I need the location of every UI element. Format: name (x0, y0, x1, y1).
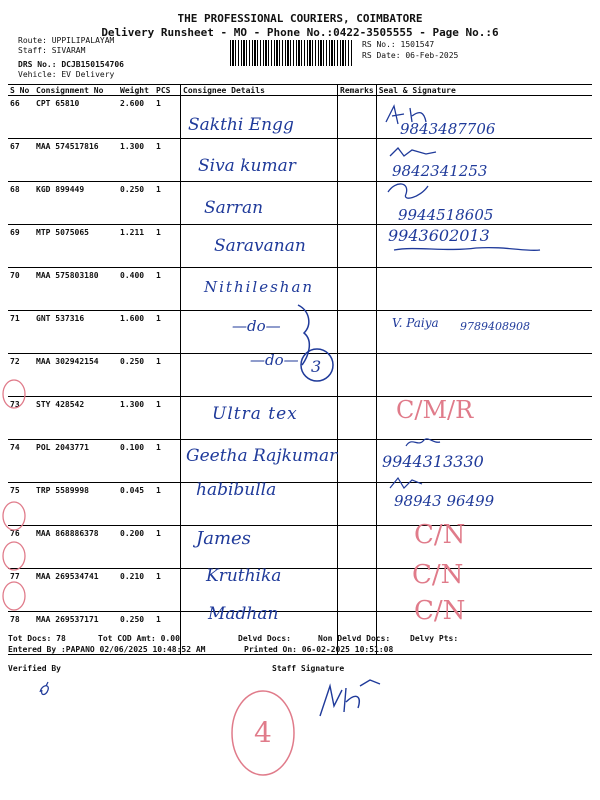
cell-remarks (338, 397, 377, 440)
cell-consignment-no: MAA 574517816 (34, 139, 118, 182)
remark-red: C/N (414, 520, 466, 550)
cell-remarks (338, 483, 377, 526)
staff-signature-label: Staff Signature (272, 664, 345, 673)
cell-consignment-no: MAA 868886378 (34, 526, 118, 569)
handwritten-consignee: habibulla (196, 480, 277, 500)
cell-consignment-no: TRP 5589998 (34, 483, 118, 526)
delivery-points: Delvy Pts: (410, 634, 459, 643)
col-remarks: Remarks (338, 85, 377, 96)
staff-label: Staff: SIVARAM (18, 46, 86, 55)
staff-signature-scribble (300, 666, 390, 726)
cell-remarks (338, 182, 377, 225)
cell-consignment-no: MTP 5075065 (34, 225, 118, 268)
entered-by: Entered By :PAPANO 02/06/2025 10:48:52 AM (8, 645, 206, 654)
cell-consignment-no: STY 428542 (34, 397, 118, 440)
handwritten-consignee: Sarran (204, 198, 264, 218)
red-row-markers (0, 370, 30, 620)
cell-seal-signature (376, 612, 592, 655)
table-row (8, 569, 592, 612)
col-seal-signature: Seal & Signature (376, 85, 592, 96)
cell-pcs: 1 (154, 182, 181, 225)
drs-number: DRS No.: DCJB150154706 (18, 60, 124, 69)
handwritten-consignee: Siva kumar (198, 156, 296, 176)
total-docs: Tot Docs: 78 (8, 634, 66, 643)
cell-weight: 0.045 (118, 483, 154, 526)
handwritten-phone: 9944313330 (382, 452, 484, 471)
non-delivered-docs: Non Delvd Docs: (318, 634, 391, 643)
cell-pcs: 1 (154, 526, 181, 569)
cell-weight: 1.211 (118, 225, 154, 268)
handwritten-consignee: Sakthi Engg (188, 115, 294, 135)
handwritten-consignee: Kruthika (206, 566, 282, 586)
table-row (8, 397, 592, 440)
cell-sno: 70 (8, 268, 34, 311)
handwritten-phone: 9943602013 (388, 226, 490, 245)
cell-pcs: 1 (154, 354, 181, 397)
cell-pcs: 1 (154, 225, 181, 268)
cell-sno: 76 (8, 526, 34, 569)
cell-sno: 67 (8, 139, 34, 182)
cell-seal-signature (376, 569, 592, 612)
cell-consignment-no: MAA 269534741 (34, 569, 118, 612)
cell-pcs: 1 (154, 483, 181, 526)
handwritten-consignee: Saravanan (214, 236, 306, 256)
cell-sno: 78 (8, 612, 34, 655)
remark-red: C/N (412, 560, 464, 590)
handwritten-consignee: Nithileshan (204, 278, 315, 296)
cell-pcs: 1 (154, 139, 181, 182)
cell-remarks (338, 569, 377, 612)
delivered-docs: Delvd Docs: (238, 634, 291, 643)
cell-sno: 69 (8, 225, 34, 268)
handwritten-consignee: Madhan (208, 604, 279, 624)
cell-weight: 1.300 (118, 397, 154, 440)
table-row (8, 526, 592, 569)
cell-weight: 0.200 (118, 526, 154, 569)
handwritten-phone: 9789408908 (460, 320, 530, 333)
handwritten-consignee: Geetha Rajkumar (186, 446, 338, 466)
table-header-row (8, 85, 592, 96)
handwritten-ditto: —do— (232, 317, 281, 335)
total-cod: Tot COD Amt: 0.00 (98, 634, 180, 643)
cell-sno: 74 (8, 440, 34, 483)
col-consignment-no: Consignment No (34, 85, 118, 96)
handwritten-name: V. Paiya (392, 316, 439, 330)
rs-number: RS No.: 1501547 (362, 40, 435, 49)
cell-consignment-no: GNT 537316 (34, 311, 118, 354)
cell-consignment-no: KGD 899449 (34, 182, 118, 225)
cell-sno: 66 (8, 96, 34, 139)
cell-weight: 0.210 (118, 569, 154, 612)
cell-consignment-no: MAA 302942154 (34, 354, 118, 397)
cell-weight: 0.250 (118, 182, 154, 225)
cell-weight: 0.250 (118, 354, 154, 397)
cell-weight: 2.600 (118, 96, 154, 139)
cell-pcs: 1 (154, 569, 181, 612)
col-sno: S No (8, 85, 34, 96)
cell-seal-signature (376, 526, 592, 569)
cell-weight: 0.250 (118, 612, 154, 655)
cell-remarks (338, 225, 377, 268)
table-row (8, 483, 592, 526)
signature-scribble (388, 474, 448, 494)
handwritten-phone: 9944518605 (398, 206, 494, 224)
cell-seal-signature (376, 354, 592, 397)
handwritten-consignee: Ultra tex (212, 404, 298, 424)
cell-pcs: 1 (154, 268, 181, 311)
cell-sno: 71 (8, 311, 34, 354)
remark-red: C/M/R (396, 396, 474, 424)
circled-number: 3 (311, 357, 322, 376)
barcode (230, 40, 352, 66)
cell-consignment-no: MAA 269537171 (34, 612, 118, 655)
vehicle-label: Vehicle: EV Delivery (18, 70, 115, 79)
cell-weight: 0.400 (118, 268, 154, 311)
cell-pcs: 1 (154, 612, 181, 655)
cell-pcs: 1 (154, 440, 181, 483)
remark-red: C/N (414, 596, 466, 626)
cell-consignment-no: CPT 65810 (34, 96, 118, 139)
handwritten-phone: 9842341253 (392, 162, 488, 180)
cell-remarks (338, 440, 377, 483)
cell-pcs: 1 (154, 96, 181, 139)
verified-by-label: Verified By (8, 664, 61, 673)
cell-remarks (338, 139, 377, 182)
cell-consignment-no: POL 2043771 (34, 440, 118, 483)
handwritten-phone: 9843487706 (400, 120, 496, 138)
rs-date: RS Date: 06-Feb-2025 (362, 51, 459, 60)
handwritten-consignee: James (196, 528, 251, 549)
cell-sno: 68 (8, 182, 34, 225)
cell-remarks (338, 96, 377, 139)
circled-number-red: 4 (254, 716, 272, 749)
route-label: Route: UPPILIPALAYAM (18, 36, 115, 45)
cell-sno: 75 (8, 483, 34, 526)
cell-pcs: 1 (154, 311, 181, 354)
signature-scribbles (376, 100, 576, 280)
col-consignee-details: Consignee Details (181, 85, 338, 96)
cell-weight: 0.100 (118, 440, 154, 483)
handwritten-phone: 98943 96499 (394, 492, 495, 510)
cell-remarks (338, 526, 377, 569)
company-title: THE PROFESSIONAL COURIERS, COIMBATORE (177, 12, 423, 25)
cell-weight: 1.600 (118, 311, 154, 354)
verified-by-scribble (36, 680, 56, 700)
col-weight: Weight (118, 85, 154, 96)
cell-consignment-no: MAA 575803180 (34, 268, 118, 311)
cell-sno: 72 (8, 354, 34, 397)
printed-on: Printed On: 06-02-2025 10:51:08 (244, 645, 394, 654)
runsheet-subtitle: Delivery Runsheet - MO - Phone No.:0422-3505555 - Page No.:6 (101, 26, 499, 39)
cell-sno: 77 (8, 569, 34, 612)
handwritten-ditto: —do— (250, 351, 299, 369)
cell-pcs: 1 (154, 397, 181, 440)
cell-weight: 1.300 (118, 139, 154, 182)
cell-sno: 73 (8, 397, 34, 440)
col-pcs: PCS (154, 85, 181, 96)
signature-scribble (404, 434, 444, 454)
